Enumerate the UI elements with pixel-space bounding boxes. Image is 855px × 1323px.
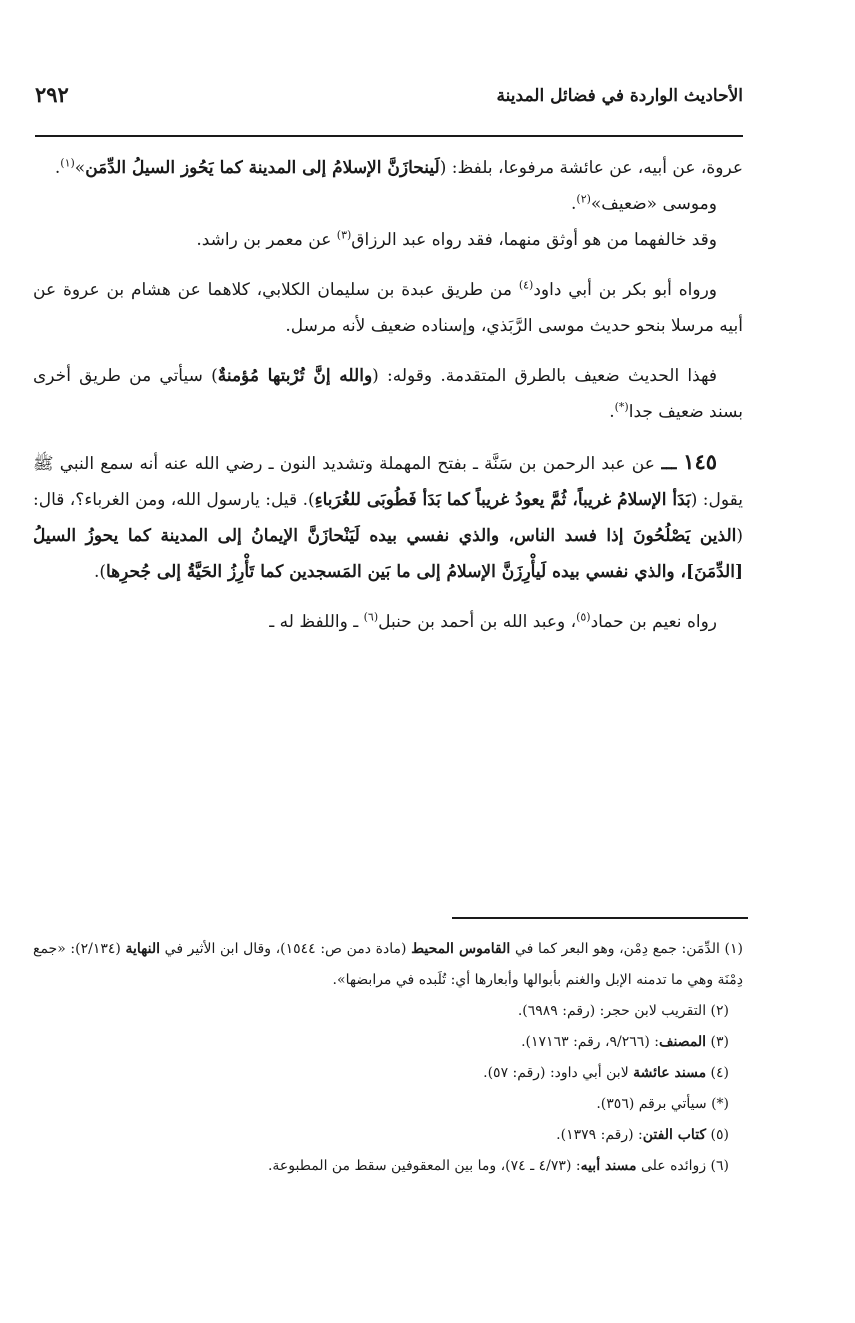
hadith-quote-1: بَدَأ الإسلامُ غريباً، ثُمَّ يعودُ غريباً كما بَدَأ فَطُوبَى للغُرَباءِ	[314, 490, 691, 510]
footnote-ref-star: (*)	[614, 400, 629, 414]
footnote-star: (*) سيأتي برقم (٣٥٦).	[596, 1096, 729, 1112]
hadith-number: ١٤٥	[683, 449, 718, 474]
footnote-6: (٦) زوائده على مسند أبيه: (٤/٧٣ ـ ٧٤)، وما بين المعقوفين سقط من المطبوعة.	[267, 1158, 729, 1174]
paragraph-4: ورواه أبو بكر بن أبي داود$^{(٤)}$ من طريق عبدة بن سليمان الكلابي، كلاهما عن هشام بن عروة عن أبيه مرسلا بنحو حديث موسى الرَّبَذي، وإسناده ضعيف لأنه مرسل.	[33, 278, 743, 336]
paragraph-1: عروة، عن أبيه، عن عائشة مرفوعا، بلفظ: (لَينحازَنَّ الإسلامُ إلى المدينة كما يَحُوز السيلُ الدِّمَن»$^{(١)}$.	[54, 156, 743, 178]
hadith-quote-2: الذين يَصْلُحُونَ إذا فسد الناس، والذي نفسي بيده لَيَنْحازَنَّ الإيمانُ إلى المدينة كما يحوزُ السيلُ [الدِّمَنَ]، والذي نفسي بيده لَيأْرِزَنَّ الإسلامُ إلى ما بَين المَسجدين كما تَأْرِزُ الحَيَّةُ إلى جُحرِها	[33, 526, 743, 582]
quote-soil: والله إنَّ تُرْبتها مُؤمنةٌ	[217, 366, 373, 386]
footnotes	[33, 934, 743, 1182]
hadith-145: ١٤٥ ـــ عن عبد الرحمن بن سَنَّة ـ بفتح المهملة وتشديد النون ـ رضي الله عنه أنه سمع النبي ﷺ يقول: (بَدَأ الإسلامُ غريباً، ثُمَّ يعودُ غريباً كما بَدَأ فَطُوبَى للغُرَباءِ). قيل: يارسول الله، ومن الغرباء؟، قال: (الذين يَصْلُحُونَ إذا فسد الناس، والذي نفسي بيده لَيَنْحازَنَّ الإيمانُ إلى المدينة كما يحوزُ السيلُ [الدِّمَنَ]، والذي نفسي بيده لَيأْرِزَنَّ الإسلامُ إلى ما بَين المَسجدين كما تَأْرِزُ الحَيَّةُ إلى جُحرِها).	[33, 449, 743, 582]
footnote-ref-2: (٢)	[576, 192, 591, 206]
footnote-ref-6: (٦)	[363, 610, 379, 624]
footnote-rule	[452, 917, 748, 919]
footnote-ref-3: (٣)	[336, 228, 352, 242]
paragraph-7: رواه نعيم بن حماد$^{(٥)}$، وعبد الله بن أحمد بن حنبل$^{(٦)}$ ـ واللفظ له ـ	[269, 610, 717, 632]
paragraph-2: وموسى «ضعيف»$^{(٢)}$.	[570, 192, 717, 214]
footnote-ref-1: (١)	[60, 156, 75, 170]
hadith-quote: لَينحازَنَّ الإسلامُ إلى المدينة كما يَحُوز السيلُ الدِّمَن	[85, 158, 440, 178]
footnote-4: (٤) مسند عائشة لابن أبي داود: (رقم: ٥٧).	[483, 1065, 729, 1081]
paragraph-3: وقد خالفهما من هو أوثق منهما، فقد رواه عبد الرزاق$^{(٣)}$ عن معمر بن راشد.	[196, 228, 717, 250]
running-header	[35, 82, 743, 120]
running-title: الأحاديث الواردة في فضائل المدينة	[496, 86, 743, 106]
header-rule	[35, 135, 743, 137]
main-text	[33, 150, 743, 640]
paragraph-5: فهذا الحديث ضعيف بالطرق المتقدمة. وقوله: (والله إنَّ تُرْبتها مُؤمنةٌ) سيأتي من طريق أخرى بسند ضعيف جدا(*).	[33, 366, 743, 422]
footnote-2: (٢) التقريب لابن حجر: (رقم: ٦٩٨٩).	[517, 1003, 729, 1019]
footnote-ref-4: (٤)	[518, 278, 534, 292]
footnote-3: (٣) المصنف: (٩/٢٦٦، رقم: ١٧١٦٣).	[521, 1034, 729, 1050]
footnote-5: (٥) كتاب الفتن: (رقم: ١٣٧٩).	[556, 1127, 729, 1143]
footnote-ref-5: (٥)	[576, 610, 591, 624]
page-number: ٢٩٢	[35, 82, 69, 107]
footnote-1: (١) الدِّمَن: جمع دِمْن، وهو البعر كما في القاموس المحيط (مادة دمن ص: ١٥٤٤)، وقال ابن الأثير في النهاية (٢/١٣٤): «جمع دِمْنَة وهي ما تدمنه الإبل والغنم بأبوالها وأبعارها أي: تُلَبده في مرابضها».	[33, 941, 744, 988]
